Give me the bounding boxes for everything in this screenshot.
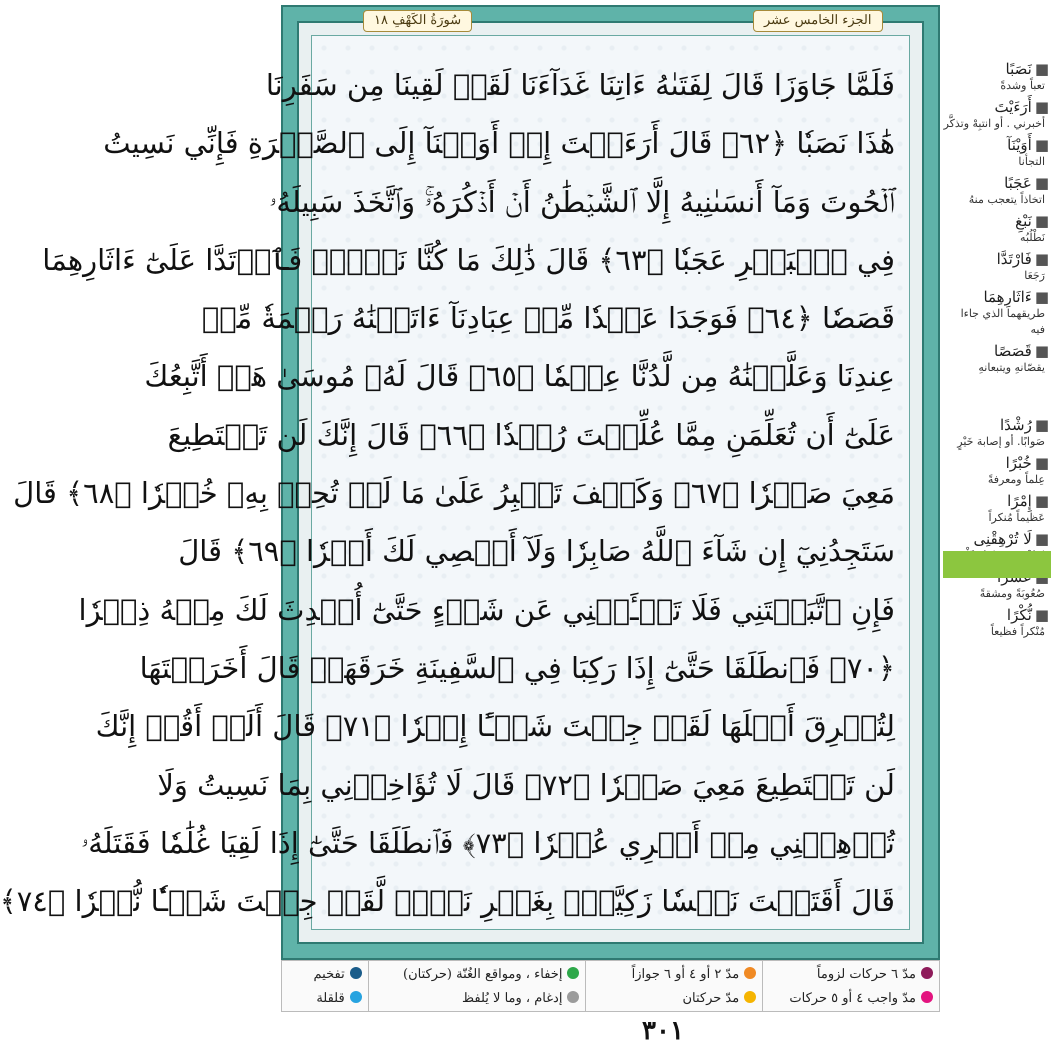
- glossary-word: أَرَءَيْتَ: [994, 98, 1032, 116]
- glossary-item: [943, 136, 1049, 170]
- legend-item: [375, 987, 580, 1011]
- color-swatch-icon: [350, 967, 362, 979]
- verse-line: لَن تَسۡتَطِيعَ مَعِيَ صَبۡرٗا ﴿٧٢﴾ قَالَ لَا تُؤَاخِذۡنِي بِمَا نَسِيتُ وَلَا: [157, 767, 895, 802]
- margin-glossary: [943, 60, 1049, 960]
- legend-item: [288, 963, 362, 987]
- glossary-word: نَصَبًا: [1005, 60, 1032, 78]
- glossary-item: [943, 492, 1049, 526]
- color-swatch-icon: [921, 967, 933, 979]
- glossary-word: رُشْدًا: [999, 416, 1032, 434]
- bullet-icon: ■: [1034, 492, 1049, 510]
- verse-line: لِتُغۡرِقَ أَهۡلَهَا لَقَدۡ جِئۡتَ شَيۡـًٔا إِمۡرٗا ﴿٧١﴾ قَالَ أَلَمۡ أَقُلۡ إِنَّكَ: [95, 709, 895, 744]
- legend-column: [585, 961, 762, 1011]
- color-swatch-icon: [350, 991, 362, 1003]
- glossary-item: [943, 60, 1049, 94]
- bullet-icon: ■: [1034, 606, 1049, 624]
- glossary-item: [943, 250, 1049, 284]
- glossary-word: فَارْتَدَّا: [996, 250, 1032, 268]
- glossary-definition: تعباً وشدةً: [1000, 79, 1045, 92]
- mushaf-inner-border: [0, 21, 924, 944]
- verse-lines: [0, 56, 895, 930]
- glossary-definition: صُعُوبَةً ومشقةً: [979, 587, 1045, 600]
- legend-label: مدّ واجب ٤ أو ٥ حركات: [789, 991, 916, 1006]
- legend-label: قلقلة: [316, 991, 345, 1006]
- glossary-definition: أخبرني . أو انتبِهْ وتذكَّر: [943, 117, 1045, 130]
- color-swatch-icon: [567, 967, 579, 979]
- bullet-icon: ■: [1034, 250, 1049, 268]
- bullet-icon: ■: [1034, 174, 1049, 192]
- bullet-icon: ■: [1034, 342, 1049, 360]
- bullet-icon: ■: [1034, 454, 1049, 472]
- mushaf-frame: [0, 5, 940, 960]
- glossary-definition: التجأنا: [1018, 155, 1045, 168]
- glossary-item: [943, 454, 1049, 488]
- color-swatch-icon: [744, 991, 756, 1003]
- legend-label: مدّ ٦ حركات لزوماً: [816, 967, 916, 982]
- glossary-word: لَا تُرْهِقْنِى: [973, 530, 1032, 548]
- bullet-icon: ■: [1034, 136, 1049, 154]
- verse-line: ٱلۡحُوتَ وَمَآ أَنسَىٰنِيهُ إِلَّا ٱلشَّيۡطَٰنُ أَنۡ أَذۡكُرَهُۥۚ وَٱتَّخَذَ سَبِيلَهُۥ: [269, 184, 895, 219]
- glossary-definition: يقصّانهِ ويتبعانهِ: [978, 361, 1045, 374]
- verse-line: تُرۡهِقۡنِي مِنۡ أَمۡرِي عُسۡرٗا ﴿٧٣﴾ فَٱنطَلَقَا حَتَّىٰٓ إِذَا لَقِيَا غُلَٰمٗا فَقَتَلَهُۥ: [80, 825, 895, 860]
- surah-label: سُورَةُ الكَهْفِ ١٨: [363, 10, 472, 32]
- glossary-item: [943, 98, 1049, 132]
- legend-item: [288, 987, 362, 1011]
- glossary-item: [943, 342, 1049, 376]
- verse-line: فِي ٱلۡبَحۡرِ عَجَبٗا ﴿٦٣﴾ قَالَ ذَٰلِكَ مَا كُنَّا نَبۡغِۚ فَٱرۡتَدَّا عَلَىٰٓ ءَاثَارِهِمَا: [42, 242, 895, 277]
- legend-label: مدّ حركتان: [682, 991, 740, 1006]
- verse-line: عَلَىٰٓ أَن تُعَلِّمَنِ مِمَّا عُلِّمۡتَ رُشۡدٗا ﴿٦٦﴾ قَالَ إِنَّكَ لَن تَسۡتَطِيعَ: [167, 417, 895, 452]
- legend-label: إخفاء ، ومواقع الغُنّة (حركتان): [403, 967, 563, 982]
- glossary-word: أَوَيْنَآ: [1007, 136, 1032, 154]
- legend-item: [769, 963, 933, 987]
- glossary-definition: نَطْلُبُه: [1020, 231, 1045, 244]
- verse-line: عِندِنَا وَعَلَّمۡنَٰهُ مِن لَّدُنَّا عِلۡمٗا ﴿٦٥﴾ قَالَ لَهُۥ مُوسَىٰ هَلۡ أَتَّبِعُكَ: [144, 359, 895, 394]
- bullet-icon: ■: [1034, 288, 1049, 306]
- page-number: ٣٠١: [642, 1016, 684, 1046]
- legend-item: [375, 963, 580, 987]
- glossary-item: [943, 212, 1049, 246]
- legend-column: [282, 961, 368, 1011]
- juz-label: الجزء الخامس عشر: [753, 10, 883, 32]
- glossary-word: ءَاثَارِهِمَا: [983, 288, 1032, 306]
- glossary-item: [943, 606, 1049, 640]
- glossary-definition: رَجَعَا: [1024, 269, 1045, 282]
- bullet-icon: ■: [1034, 530, 1049, 548]
- glossary-spacer: [943, 380, 1049, 416]
- legend-column: [762, 961, 939, 1011]
- color-swatch-icon: [921, 991, 933, 1003]
- section-marker-tab: [943, 551, 1051, 578]
- verse-line: قَالَ أَقَتَلۡتَ نَفۡسٗا زَكِيَّةَۢ بِغَيۡرِ نَفۡسٖ لَّقَدۡ جِئۡتَ شَيۡـٔٗا نُّكۡرٗا ﴿٧٤﴾: [0, 884, 895, 919]
- legend-item: [592, 987, 756, 1011]
- legend-column: [368, 961, 586, 1011]
- verse-line: فَإِنِ ٱتَّبَعۡتَنِي فَلَا تَسۡـَٔلۡنِي عَن شَيۡءٍ حَتَّىٰٓ أُحۡدِثَ لَكَ مِنۡهُ ذِكۡرٗا: [78, 592, 895, 627]
- glossary-item: [943, 288, 1049, 338]
- glossary-word: عَجَبًا: [1004, 174, 1032, 192]
- bullet-icon: ■: [1034, 98, 1049, 116]
- glossary-definition: صَوابًا. أو إصابة خَيْرٍ: [957, 435, 1045, 448]
- color-swatch-icon: [567, 991, 579, 1003]
- glossary-word: خُبْرًا: [1005, 454, 1032, 472]
- bullet-icon: ■: [1034, 60, 1049, 78]
- tajweed-legend: [281, 960, 940, 1012]
- glossary-definition: عِلماً ومعرفةً: [987, 473, 1045, 486]
- glossary-word: نَبْغِ: [1015, 212, 1032, 230]
- verse-line: مَعِيَ صَبۡرٗا ﴿٦٧﴾ وَكَيۡفَ تَصۡبِرُ عَلَىٰ مَا لَمۡ تُحِطۡ بِهِۦ خُبۡرٗا ﴿٦٨﴾ قَالَ: [13, 476, 895, 511]
- glossary-definition: طريقهما الذي جاءا فيه: [960, 307, 1045, 336]
- glossary-word: إِمْرًا: [1007, 492, 1032, 510]
- glossary-definition: اتخاذاً يتعجب منهُ: [968, 193, 1045, 206]
- legend-item: [592, 963, 756, 987]
- verse-line: سَتَجِدُنِيٓ إِن شَآءَ ٱللَّهُ صَابِرٗا وَلَآ أَعۡصِي لَكَ أَمۡرٗا ﴿٦٩﴾ قَالَ: [178, 534, 895, 569]
- verse-line: هَٰذَا نَصَبٗا ﴿٦٢﴾ قَالَ أَرَءَيۡتَ إِذۡ أَوَيۡنَآ إِلَى ٱلصَّخۡرَةِ فَإِنِّي نَسِيتُ: [103, 126, 895, 161]
- glossary-definition: مُنْكراً فظيعاً: [990, 625, 1045, 638]
- glossary-item: [943, 416, 1049, 450]
- verse-panel: [0, 35, 910, 930]
- legend-label: مدّ ٢ أو ٤ أو ٦ جوازاً: [631, 967, 740, 982]
- glossary-item: [943, 174, 1049, 208]
- legend-label: تفخيم: [313, 967, 345, 982]
- color-swatch-icon: [744, 967, 756, 979]
- verse-line: قَصَصٗا ﴿٦٤﴾ فَوَجَدَا عَبۡدٗا مِّنۡ عِبَادِنَآ ءَاتَيۡنَٰهُ رَحۡمَةٗ مِّنۡ: [201, 301, 895, 336]
- bullet-icon: ■: [1034, 212, 1049, 230]
- bullet-icon: ■: [1034, 416, 1049, 434]
- glossary-definition: عَظيماً مُنكراً: [988, 511, 1045, 524]
- glossary-word: نُّكْرًا: [1006, 606, 1032, 624]
- legend-item: [769, 987, 933, 1011]
- glossary-word: قَصَصًا: [994, 342, 1032, 360]
- verse-line: ﴿٧٠﴾ فَٱنطَلَقَا حَتَّىٰٓ إِذَا رَكِبَا فِي ٱلسَّفِينَةِ خَرَقَهَاۖ قَالَ أَخَرَقۡتَهَا: [139, 650, 895, 685]
- verse-line: فَلَمَّا جَاوَزَا قَالَ لِفَتَىٰهُ ءَاتِنَا غَدَآءَنَا لَقَدۡ لَقِينَا مِن سَفَرِنَا: [265, 68, 895, 102]
- legend-label: إدغام ، وما لا يُلفظ: [462, 991, 563, 1006]
